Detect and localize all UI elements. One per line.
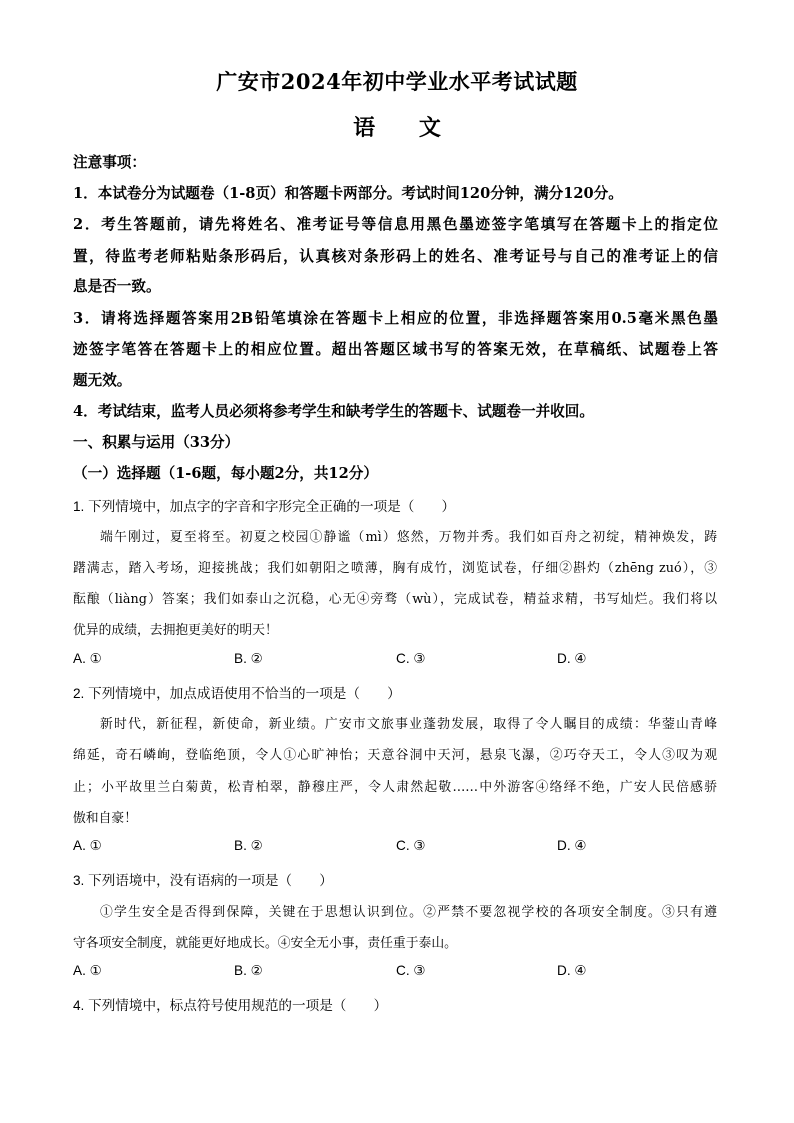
section-subtitle: （一）选择题（1-6题，每小题2分，共12分） bbox=[73, 465, 378, 482]
option-b: B. ② bbox=[234, 651, 263, 666]
passage-line: 止；小平故里兰白菊黄，松青柏翠，静穆庄严，令人肃然起敬……中外游客④络绎不绝，广安人民倍感骄 bbox=[73, 780, 717, 795]
notice-line: 息是否一致。 bbox=[73, 278, 161, 295]
notice-line: 1．本试卷分为试题卷（1-8页）和答题卡两部分。考试时间120分钟，满分120分。 bbox=[73, 185, 623, 202]
option-a: A. ① bbox=[73, 963, 102, 978]
option-d: D. ④ bbox=[557, 651, 587, 666]
passage-line: 傲和自豪！ bbox=[73, 811, 137, 826]
question-stem: 1. 下列情境中，加点字的字音和字形完全正确的一项是（ ） bbox=[73, 499, 456, 514]
notice-line: 4．考试结束，监考人员必须将参考学生和缺考学生的答题卡、试题卷一并收回。 bbox=[73, 403, 594, 420]
option-a: A. ① bbox=[73, 838, 102, 853]
passage-line: 绵延，奇石嶙峋，登临绝顶，令人①心旷神怡；天意谷洞中天河，悬泉飞瀑，②巧夺天工，令人③叹为观 bbox=[73, 748, 717, 763]
notice-line: 3．请将选择题答案用2B铅笔填涂在答题卡上相应的位置，非选择题答案用0.5毫米黑色墨 bbox=[73, 310, 718, 327]
subject-title: 语 文 bbox=[353, 115, 459, 141]
option-c: C. ③ bbox=[396, 838, 426, 853]
passage-line: 守各项安全制度，就能更好地成长。④安全无小事，责任重于泰山。 bbox=[73, 936, 457, 951]
option-d: D. ④ bbox=[557, 838, 587, 853]
option-b: B. ② bbox=[234, 838, 263, 853]
notice-line: 迹签字笔答在答题卡上的相应位置。超出答题区域书写的答案无效，在草稿纸、试题卷上答 bbox=[73, 341, 718, 358]
question-stem: 3. 下列语境中，没有语病的一项是（ ） bbox=[73, 873, 333, 888]
question-stem: 4. 下列情境中，标点符号使用规范的一项是（ ） bbox=[73, 998, 388, 1013]
exam-title: 广安市2024年初中学业水平考试试题 bbox=[216, 69, 578, 94]
passage-line: 酝酿（liàng）答案；我们如泰山之沉稳，心无④旁骛（wù），完成试卷，精益求精，书写灿烂。我们将以 bbox=[73, 592, 717, 607]
option-a: A. ① bbox=[73, 651, 102, 666]
option-c: C. ③ bbox=[396, 651, 426, 666]
notice-line: 2．考生答题前，请先将姓名、准考证号等信息用黑色墨迹签字笔填写在答题卡上的指定位 bbox=[73, 216, 718, 233]
passage-line: 优异的成绩，去拥抱更美好的明天！ bbox=[73, 623, 278, 638]
passage-line: 躇满志，踏入考场，迎接挑战；我们如朝阳之喷薄，胸有成竹，浏览试卷，仔细②斟灼（zhēng zuó），③ bbox=[73, 561, 717, 576]
option-b: B. ② bbox=[234, 963, 263, 978]
section-title: 一、积累与运用（33分） bbox=[73, 434, 240, 451]
passage-line: 新时代，新征程，新使命，新业绩。广安市文旅事业蓬勃发展，取得了令人瞩目的成绩：华蓥山青峰 bbox=[100, 717, 717, 732]
notice-line: 题无效。 bbox=[73, 372, 132, 389]
notice-heading: 注意事项： bbox=[73, 154, 146, 171]
question-stem: 2. 下列情境中，加点成语使用不恰当的一项是（ ） bbox=[73, 686, 401, 701]
option-c: C. ③ bbox=[396, 963, 426, 978]
notice-line: 置，待监考老师粘贴条形码后，认真核对条形码上的姓名、准考证号与自己的准考证上的信 bbox=[73, 248, 718, 265]
option-d: D. ④ bbox=[557, 963, 587, 978]
passage-line: 端午刚过，夏至将至。初夏之校园①静谧（mì）悠然，万物并秀。我们如百舟之初绽，精神焕发，踌 bbox=[100, 530, 717, 545]
passage-line: ①学生安全是否得到保障，关键在于思想认识到位。②严禁不要忽视学校的各项安全制度。③只有遵 bbox=[100, 905, 717, 920]
